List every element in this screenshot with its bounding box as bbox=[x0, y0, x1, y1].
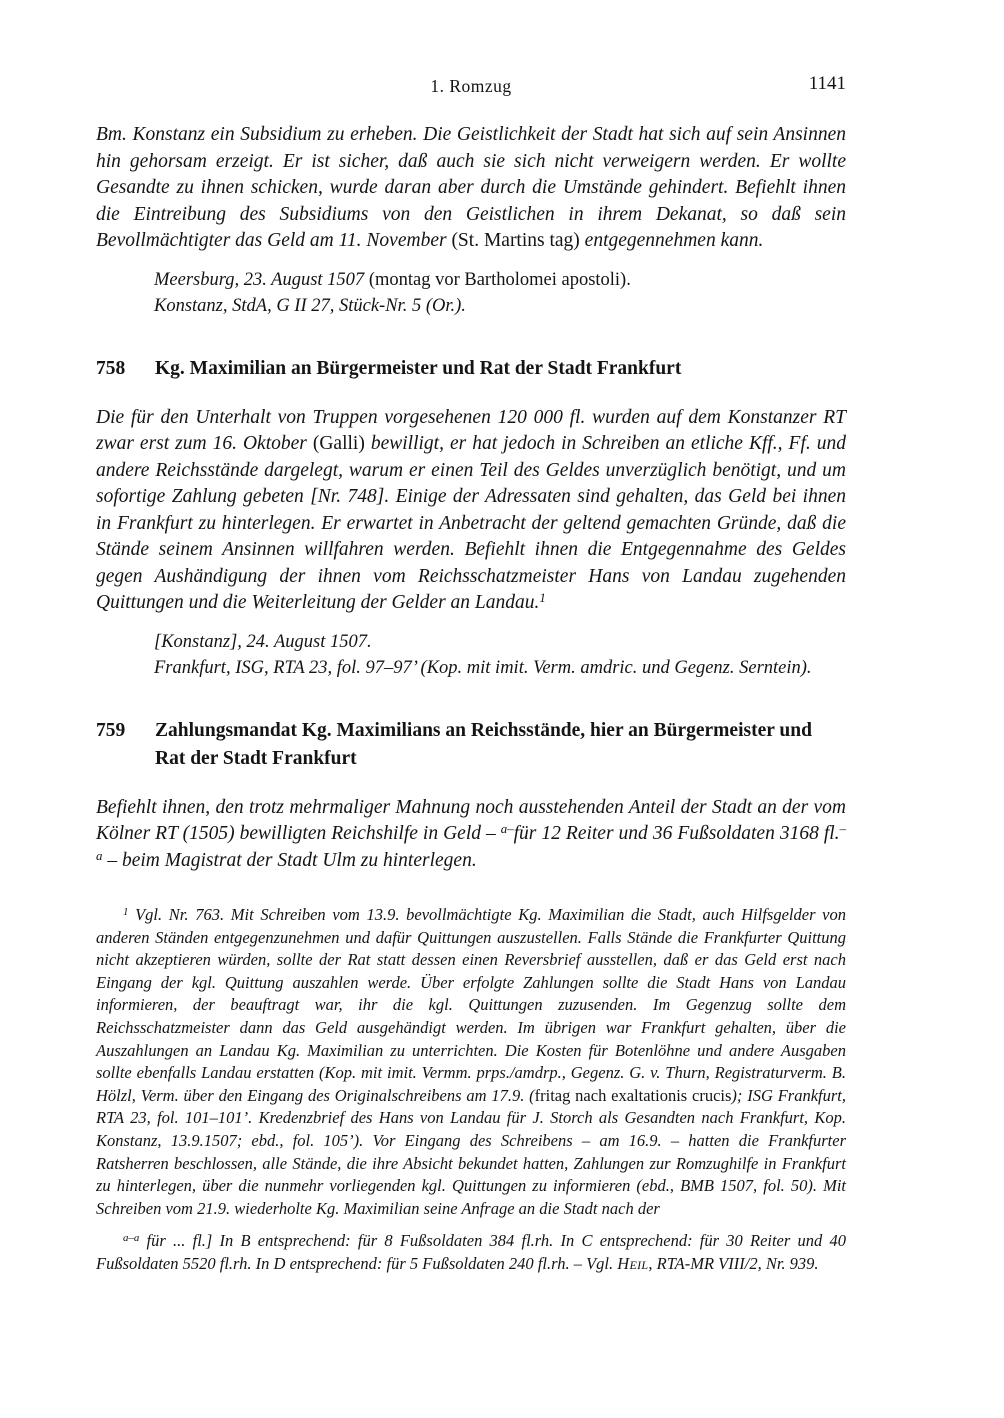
intro-summary-paragraph: Bm. Konstanz ein Subsidium zu erheben. Die Geistlichkeit der Stadt hat sich auf sein Ansinnen hin gehorsam erzeigt. Er ist sicher, daß auch sie sich nicht verweigern werden. Er wollte Gesandte zu ihnen schicken, wurde daran aber durch die Umstände gehindert. Befiehlt ihnen die Eintreibung des Subsidiums von den Geistlichen in ihrem Dekanat, so daß sein Bevollmächtigter das Geld am 11. November (St. Martins tag) entgegennehmen kann. bbox=[96, 124, 846, 251]
entry-759-summary-paragraph: Befiehlt ihnen, den trotz mehrmaliger Mahnung noch ausstehenden Anteil der Stadt an der vom Kölner RT (1505) bewilligten Reichshilfe in Geld – $^{a-}$für 12 Reiter und 36 Fußsoldaten 3168 fl.$^{-a}$ – beim Magistrat der Stadt Ulm zu hinterlegen. bbox=[96, 796, 846, 871]
footnote-1: $^1$ Vgl. Nr. 763. Mit Schreiben vom 13.9. bevollmächtigte Kg. Maximilian die Stadt, auch Hilfsgelder von anderen Ständen entgegenzunehmen und dafür Quittungen auszustellen. Falls Stände die Frankfurter Quittung nicht akzeptieren würden, sollte der Rat statt dessen einen Reversbrief ausstellen, daß er das Geld erst nach Eingang der kgl. Quittung auszahlen werde. Über erfolgte Zahlungen sollte die Stadt Hans von Landau informieren, der beauftragt war, ihr die kgl. Quittungen zuzusenden. Im Gegenzug sollte dem Reichsschatzmeister dann das Geld ausgehändigt werden. Im übrigen war Frankfurt gehalten, über die Auszahlungen an Landau Kg. Maximilian zu unterrichten. Die Kosten für Botenlöhne und andere Ausgaben sollte ebenfalls Landau erstatten (Kop. mit imit. Vermm. prps./amdrp., Gegenz. G. v. Thurn, Registraturverm. B. Hölzl, Verm. über den Eingang des Originalschreibens am 17.9. (fritag nach exaltationis crucis); ISG Frankfurt, RTA 23, fol. 101–101’. Kredenzbrief des Hans von Landau für J. Storch als Gesandten nach Frankfurt, Kop. Konstanz, 13.9.1507; ebd., fol. 105’). Vor Eingang des Schreibens – am 16.9. – hatten die Frankfurter Ratsherren beschlossen, alle Stände, die ihre Absicht bekundet hatten, Zahlungen zur Romzughilfe in Frankfurt zu hinterlegen, über die nunmehr vorliegenden kgl. Quittungen zu informieren (ebd., BMB 1507, fol. 50). Mit Schreiben vom 21.9. wiederholte Kg. Maximilian seine Anfrage an die Stadt nach der bbox=[96, 905, 846, 1218]
entry-758-summary-paragraph: Die für den Unterhalt von Truppen vorgesehenen 120 000 fl. wurden auf dem Konstanzer RT zwar erst zum 16. Oktober (Galli) bewilligt, er hat jedoch in Schreiben an etliche Kff., Ff. und andere Reichsstände dargelegt, warum er einen Teil des Geldes unverzüglich benötigt, und um sofortige Zahlung gebeten [Nr. 748]. Einige der Adressaten sind gehalten, das Geld bei ihnen in Frankfurt zu hinterlegen. Er erwartet in Anbetracht der geltend gemachten Gründe, daß die Stände seinem Ansinnen willfahren werden. Befiehlt ihnen die Entgegennahme des Geldes gegen Aushändigung der ihnen vom Reichsschatzmeister Hans von Landau zugehenden Quittungen und die Weiterleitung der Gelder an Landau.$^1$ bbox=[96, 406, 846, 613]
intro-source-line: Konstanz, StdA, G II 27, Stück-Nr. 5 (Or.). bbox=[154, 295, 466, 316]
entry-758-source-line: Frankfurt, ISG, RTA 23, fol. 97–97’ (Kop. mit imit. Verm. amdric. und Gegenz. Serntein). bbox=[154, 657, 812, 678]
running-title: 1. Romzug bbox=[430, 76, 512, 96]
entry-759-number: 759 bbox=[96, 719, 126, 741]
entry-758-reference-block bbox=[154, 629, 846, 681]
entry-758-number: 758 bbox=[96, 357, 126, 379]
entry-758-dateline: [Konstanz], 24. August 1507. bbox=[154, 631, 372, 652]
intro-dateline: Meersburg, 23. August 1507 (montag vor Bartholomei apostoli). bbox=[154, 269, 631, 290]
intro-reference-block bbox=[154, 267, 846, 319]
page-number: 1141 bbox=[808, 73, 846, 94]
entry-758-title: Kg. Maximilian an Bürgermeister und Rat der Stadt Frankfurt bbox=[155, 357, 682, 379]
entry-758-heading bbox=[96, 355, 846, 383]
entry-759-heading bbox=[96, 717, 846, 773]
footnote-section bbox=[96, 904, 846, 1276]
footnote-a: $^{a-a}$ für ... fl.] In B entsprechend: für 8 Fußsoldaten 384 fl.rh. In C entsprechend: für 30 Reiter und 40 Fußsoldaten 5520 fl.rh. In D entsprechend: für 5 Fußsoldaten 240 fl.rh. – Vgl. Heil, RTA-MR VIII/2, Nr. 939. bbox=[96, 1231, 846, 1273]
entry-759-title: Zahlungsmandat Kg. Maximilians an Reichsstände, hier an Bürgermeister und Rat der Stadt Frankfurt bbox=[155, 719, 812, 769]
page-header bbox=[96, 73, 846, 96]
